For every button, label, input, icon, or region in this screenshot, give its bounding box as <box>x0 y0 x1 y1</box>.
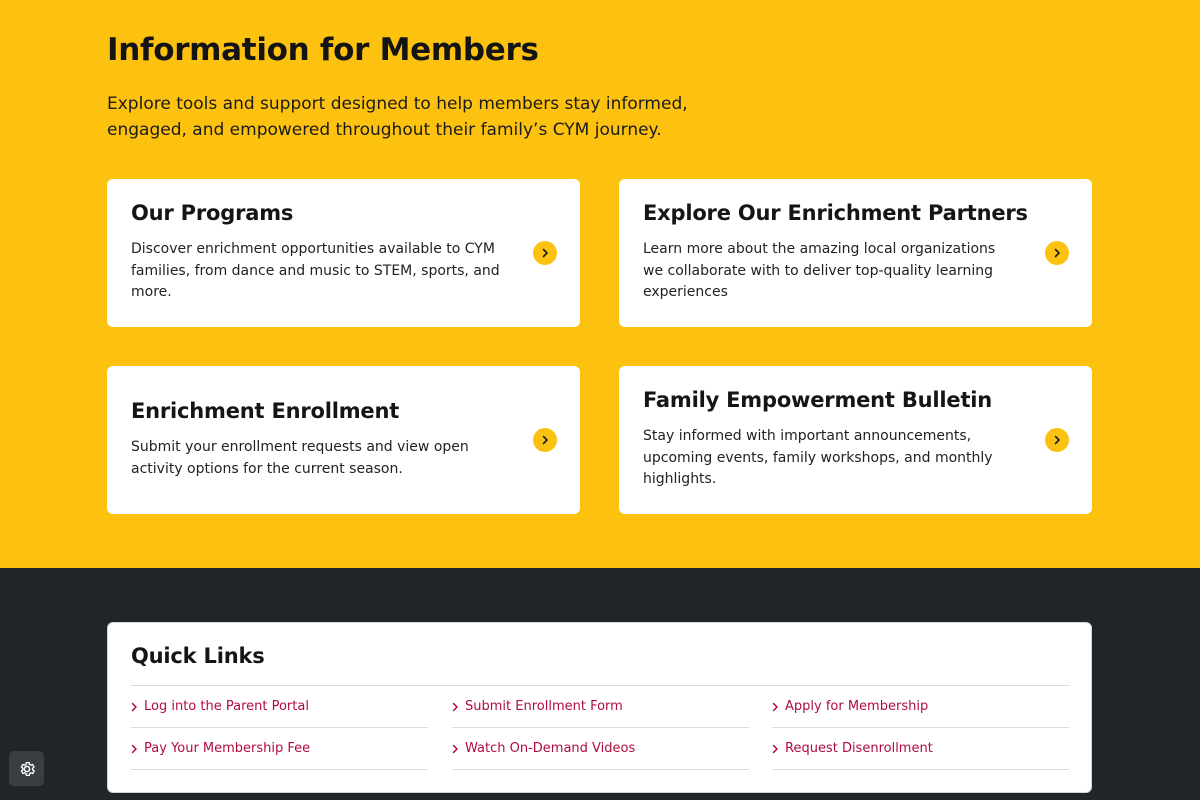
card-enrichment-enrollment[interactable] <box>107 366 580 514</box>
card-family-bulletin[interactable] <box>619 366 1092 514</box>
card-description: Learn more about the amazing local organizations we collaborate with to deliver top-quality learning experiences <box>643 241 996 300</box>
quick-links-title: Quick Links <box>131 644 265 668</box>
link-label: Request Disenrollment <box>785 741 933 756</box>
quick-links-panel <box>107 622 1092 793</box>
link-apply-membership[interactable] <box>772 686 1069 728</box>
link-disenrollment[interactable] <box>772 728 1069 770</box>
card-our-programs[interactable] <box>107 179 580 327</box>
intro-text: Explore tools and support designed to help members stay informed, engaged, and empowered throughout their family’s CYM journey. <box>107 94 688 140</box>
link-label: Submit Enrollment Form <box>465 699 623 714</box>
card-enrichment-partners[interactable] <box>619 179 1092 327</box>
link-label: Apply for Membership <box>785 699 929 714</box>
chevron-right-icon[interactable] <box>533 241 557 265</box>
chevron-right-icon <box>772 702 779 712</box>
chevron-right-icon[interactable] <box>533 428 557 452</box>
card-title: Enrichment Enrollment <box>131 399 400 423</box>
link-label: Pay Your Membership Fee <box>144 741 311 756</box>
chevron-right-icon[interactable] <box>1045 241 1069 265</box>
chevron-right-icon[interactable] <box>1045 428 1069 452</box>
link-on-demand-videos[interactable] <box>452 728 749 770</box>
link-label: Log into the Parent Portal <box>144 699 309 714</box>
card-description: Stay informed with important announcements, upcoming events, family workshops, and monthly highlights. <box>643 428 993 487</box>
chevron-right-icon <box>452 744 459 754</box>
chevron-right-icon <box>131 744 138 754</box>
chevron-right-icon <box>452 702 459 712</box>
card-title: Explore Our Enrichment Partners <box>643 201 1028 225</box>
card-description: Submit your enrollment requests and view open activity options for the current season. <box>131 439 469 477</box>
chevron-right-icon <box>131 702 138 712</box>
settings-button[interactable] <box>9 751 44 786</box>
link-label: Watch On-Demand Videos <box>465 741 636 756</box>
chevron-right-icon <box>772 744 779 754</box>
link-pay-fee[interactable] <box>131 728 428 770</box>
link-enrollment-form[interactable] <box>452 686 749 728</box>
card-title: Family Empowerment Bulletin <box>643 388 993 412</box>
gear-icon <box>18 760 36 778</box>
page-title: Information for Members <box>107 32 539 68</box>
card-description: Discover enrichment opportunities available to CYM families, from dance and music to STEM, sports, and more. <box>131 241 500 300</box>
link-parent-portal[interactable] <box>131 686 428 728</box>
card-title: Our Programs <box>131 201 294 225</box>
